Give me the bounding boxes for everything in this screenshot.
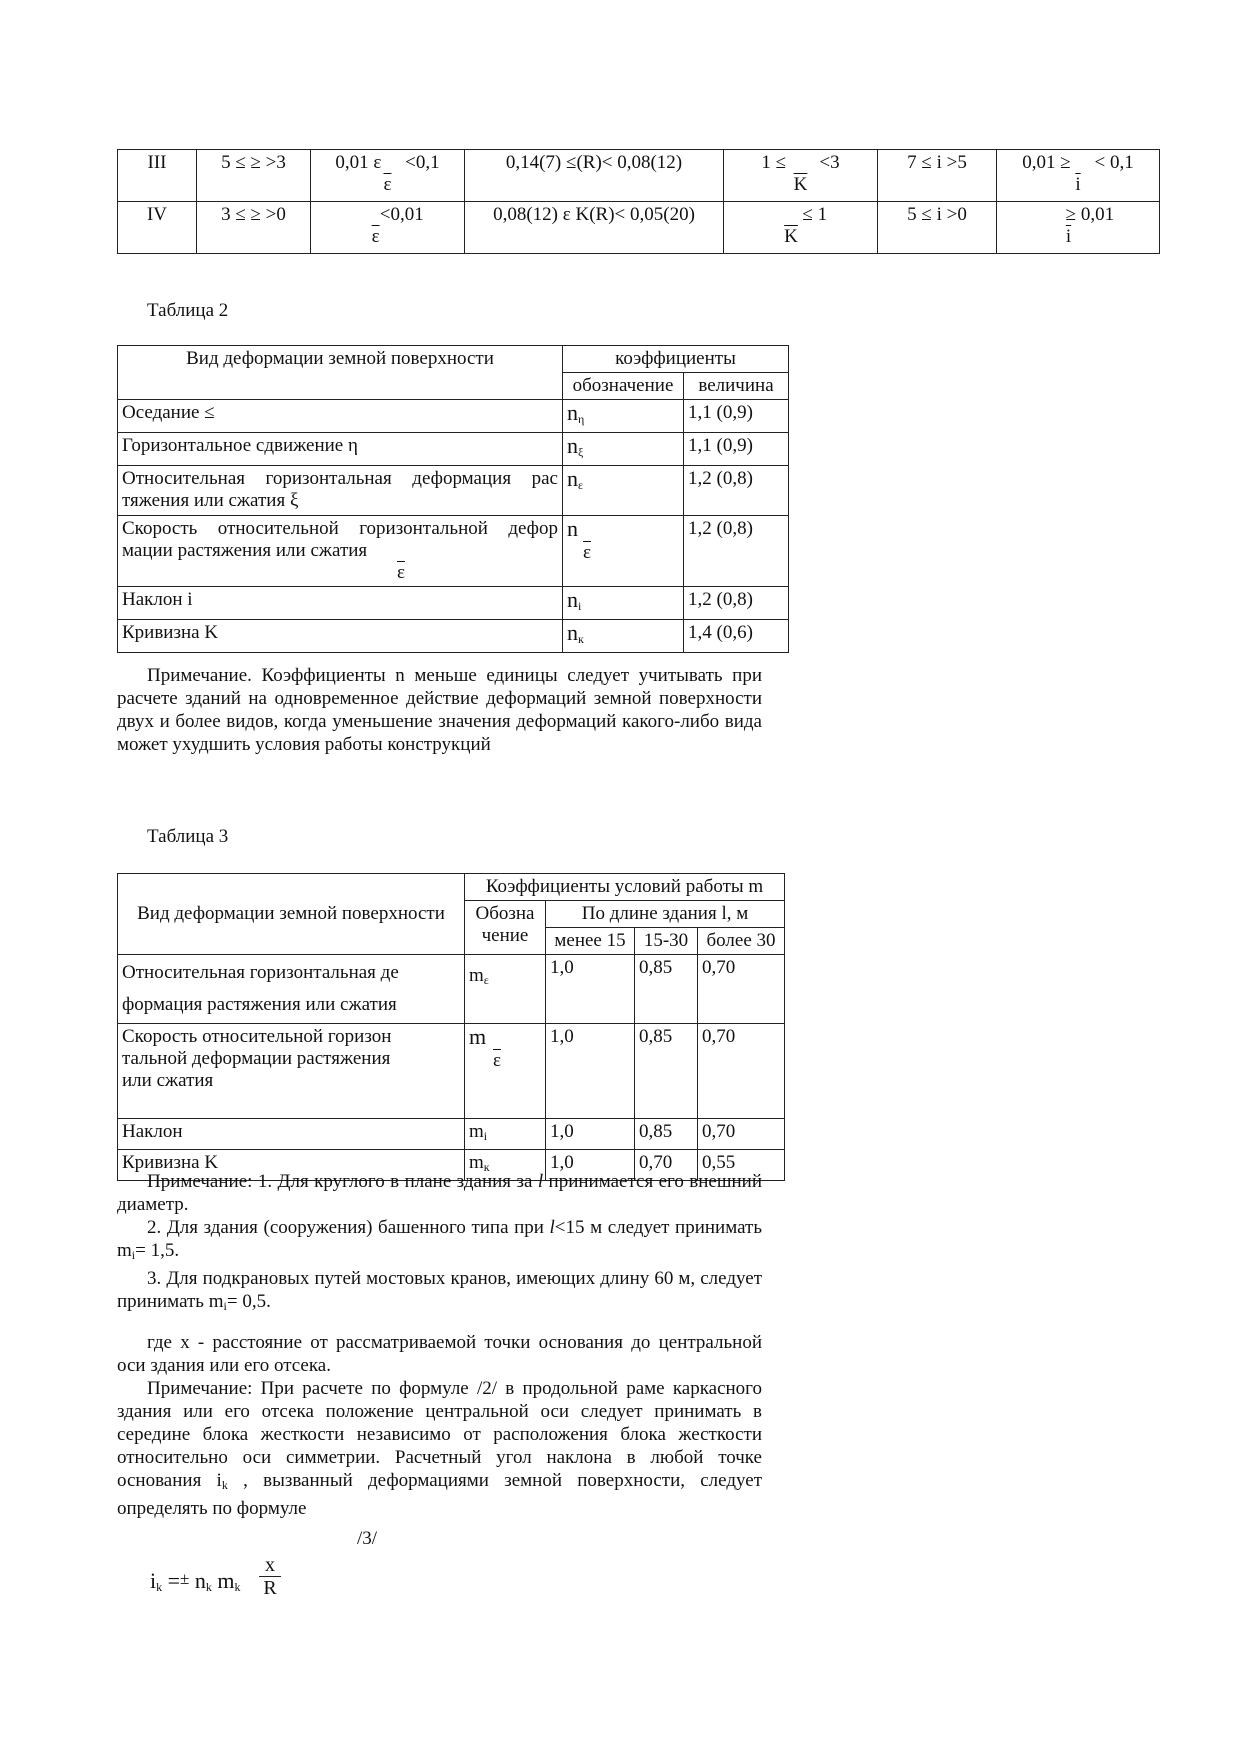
value-cell: 0,70 — [698, 955, 785, 1024]
group-cell: III — [118, 150, 197, 202]
table-2-caption: Таблица 2 — [147, 300, 229, 321]
row-label: Относительная горизонтальная де формация растяжения или сжатия — [118, 955, 465, 1024]
formula-lhs: $i_k =\pm n_k$ $m_k$ — [150, 1568, 241, 1594]
row-label: Относительная горизонтальная деформация рас тяжения или сжатия ξ — [118, 466, 563, 516]
table-row — [118, 202, 1160, 254]
table-row — [118, 620, 789, 653]
cell: ≤ 1 $\overline{K}$ — [724, 202, 878, 254]
value-cell: 1,0 — [546, 1150, 635, 1181]
row-label: Горизонтальное сдвижение η — [118, 433, 563, 466]
value-cell: 0,85 — [635, 1024, 698, 1119]
column-header: Обозна чение — [465, 901, 546, 955]
symbol-cell: m $\overline{\varepsilon}$ — [465, 1024, 546, 1119]
note-3-item-3: 3. Для подкрановых путей мостовых кранов, имеющих длину 60 м, следует принимать $m_i= 0,5$. — [117, 1268, 762, 1313]
value-cell: 0,70 — [698, 1024, 785, 1119]
note-4-paragraph: Примечание: При расчете по формуле /2/ в продольной раме каркасного здания или его отсека положение центральной оси следует принимать в середине блока жесткости независимо от расположения блока жесткости относительно оси симметрии. Расчетный угол наклона в любой точке основания $i_k$ , вызванный деформациями земной поверхности, следует определять по формуле — [117, 1378, 763, 1519]
row-label: Скорость относительной горизон тальной деформации растяжения или сжатия — [118, 1024, 465, 1119]
table-row — [118, 1119, 785, 1150]
cell: 0,14(7) ≤(R)< 0,08(12) — [465, 150, 724, 202]
value-cell: 1,0 — [546, 1119, 635, 1150]
symbol-cell: $n_\xi$ — [563, 433, 684, 466]
table-row — [118, 400, 789, 433]
table-3-caption: Таблица 3 — [147, 826, 229, 847]
table-3 — [117, 873, 785, 1181]
table-1 — [117, 149, 1160, 254]
row-label: Кривизна K — [118, 1150, 465, 1181]
value-cell: 0,70 — [635, 1150, 698, 1181]
symbol-cell: $n_\varepsilon$ — [563, 466, 684, 516]
row-label: Оседание ≤ — [118, 400, 563, 433]
group-cell: IV — [118, 202, 197, 254]
column-header: менее 15 — [546, 928, 635, 955]
note-table-3 — [117, 1170, 762, 1318]
value-cell: 1,0 — [546, 1024, 635, 1119]
note-3-item-2: 2. Для здания (сооружения) башенного типа при l<15 м следует принимать $m_i= 1,5$. — [117, 1217, 762, 1262]
body-text — [117, 1331, 762, 1520]
table-header-row — [118, 874, 785, 901]
symbol-cell: $n_\eta$ — [563, 400, 684, 433]
column-group-header: По длине здания l, м — [546, 901, 785, 928]
where-x-paragraph: где x - расстояние от рассматриваемой точки основания до центральной оси здания или его отсека. — [117, 1332, 762, 1376]
value-cell: 0,85 — [635, 1119, 698, 1150]
cell: 5 ≤ i >0 — [878, 202, 997, 254]
note-table-2: Примечание. Коэффициенты n меньше единицы следует учитывать при расчете зданий на одновременное действие деформаций земной поверхности двух и более видов, когда уменьшение значения деформаций какого-либо вида может ухудшить условия работы конструкций — [117, 665, 762, 755]
value-cell: 1,4 (0,6) — [684, 620, 789, 653]
table-row — [118, 150, 1160, 202]
column-header: величина — [684, 373, 789, 400]
column-header: 15-30 — [635, 928, 698, 955]
value-cell: 1,1 (0,9) — [684, 400, 789, 433]
symbol-cell: $m_\varepsilon$ — [465, 955, 546, 1024]
cell: <0,01 $\overline{\varepsilon}$ — [311, 202, 465, 254]
formula-number: /3/ — [357, 1528, 378, 1549]
value-cell: 1,1 (0,9) — [684, 433, 789, 466]
cell: ≥ 0,01 $\overline{i}$ — [997, 202, 1160, 254]
table-row — [118, 955, 785, 1024]
column-header: обозначение — [563, 373, 684, 400]
table-row — [118, 587, 789, 620]
formula-3 — [150, 1554, 290, 1604]
cell: 0,01 ε <0,1 $\overline{\varepsilon}$ — [311, 150, 465, 202]
row-label: Наклон — [118, 1119, 465, 1150]
symbol-cell: $n_к$ — [563, 620, 684, 653]
cell: 7 ≤ i >5 — [878, 150, 997, 202]
cell: 5 ≤ ≥ >3 — [197, 150, 311, 202]
table-row — [118, 1024, 785, 1119]
symbol-cell: $n_i$ — [563, 587, 684, 620]
value-cell: 0,85 — [635, 955, 698, 1024]
row-label: Кривизна K — [118, 620, 563, 653]
table-row — [118, 516, 789, 587]
symbol-cell: n $\overline{\varepsilon}$ — [563, 516, 684, 587]
note-3-item-1: Примечание: 1. Для круглого в плане здания за l принимается его внешний диаметр. — [117, 1171, 763, 1215]
value-cell: 0,70 — [698, 1119, 785, 1150]
symbol-cell: $m_к$ — [465, 1150, 546, 1181]
cell: 1 ≤ <3 $\overline{K}$ — [724, 150, 878, 202]
formula-fraction: $\frac{x}{R}$ — [259, 1554, 281, 1599]
column-group-header: Коэффициенты условий работы m — [465, 874, 785, 901]
column-header: Вид деформации земной поверхности — [118, 874, 465, 955]
column-header: Вид деформации земной поверхности — [118, 346, 563, 400]
cell: 0,08(12) ε K(R)< 0,05(20) — [465, 202, 724, 254]
row-label: Скорость относительной горизонтальной дефор мации растяжения или сжатия $\overline{\varepsilon}$ — [118, 516, 563, 587]
column-header: более 30 — [698, 928, 785, 955]
value-cell: 1,2 (0,8) — [684, 516, 789, 587]
table-header-row — [118, 346, 789, 373]
table-2 — [117, 345, 789, 653]
cell: 3 ≤ ≥ >0 — [197, 202, 311, 254]
symbol-cell: $m_i$ — [465, 1119, 546, 1150]
table-row — [118, 433, 789, 466]
row-label: Наклон i — [118, 587, 563, 620]
column-group-header: коэффициенты — [563, 346, 789, 373]
value-cell: 0,55 — [698, 1150, 785, 1181]
value-cell: 1,2 (0,8) — [684, 587, 789, 620]
value-cell: 1,2 (0,8) — [684, 466, 789, 516]
cell: 0,01 ≥ < 0,1 $\overline{i}$ — [997, 150, 1160, 202]
table-row — [118, 466, 789, 516]
value-cell: 1,0 — [546, 955, 635, 1024]
